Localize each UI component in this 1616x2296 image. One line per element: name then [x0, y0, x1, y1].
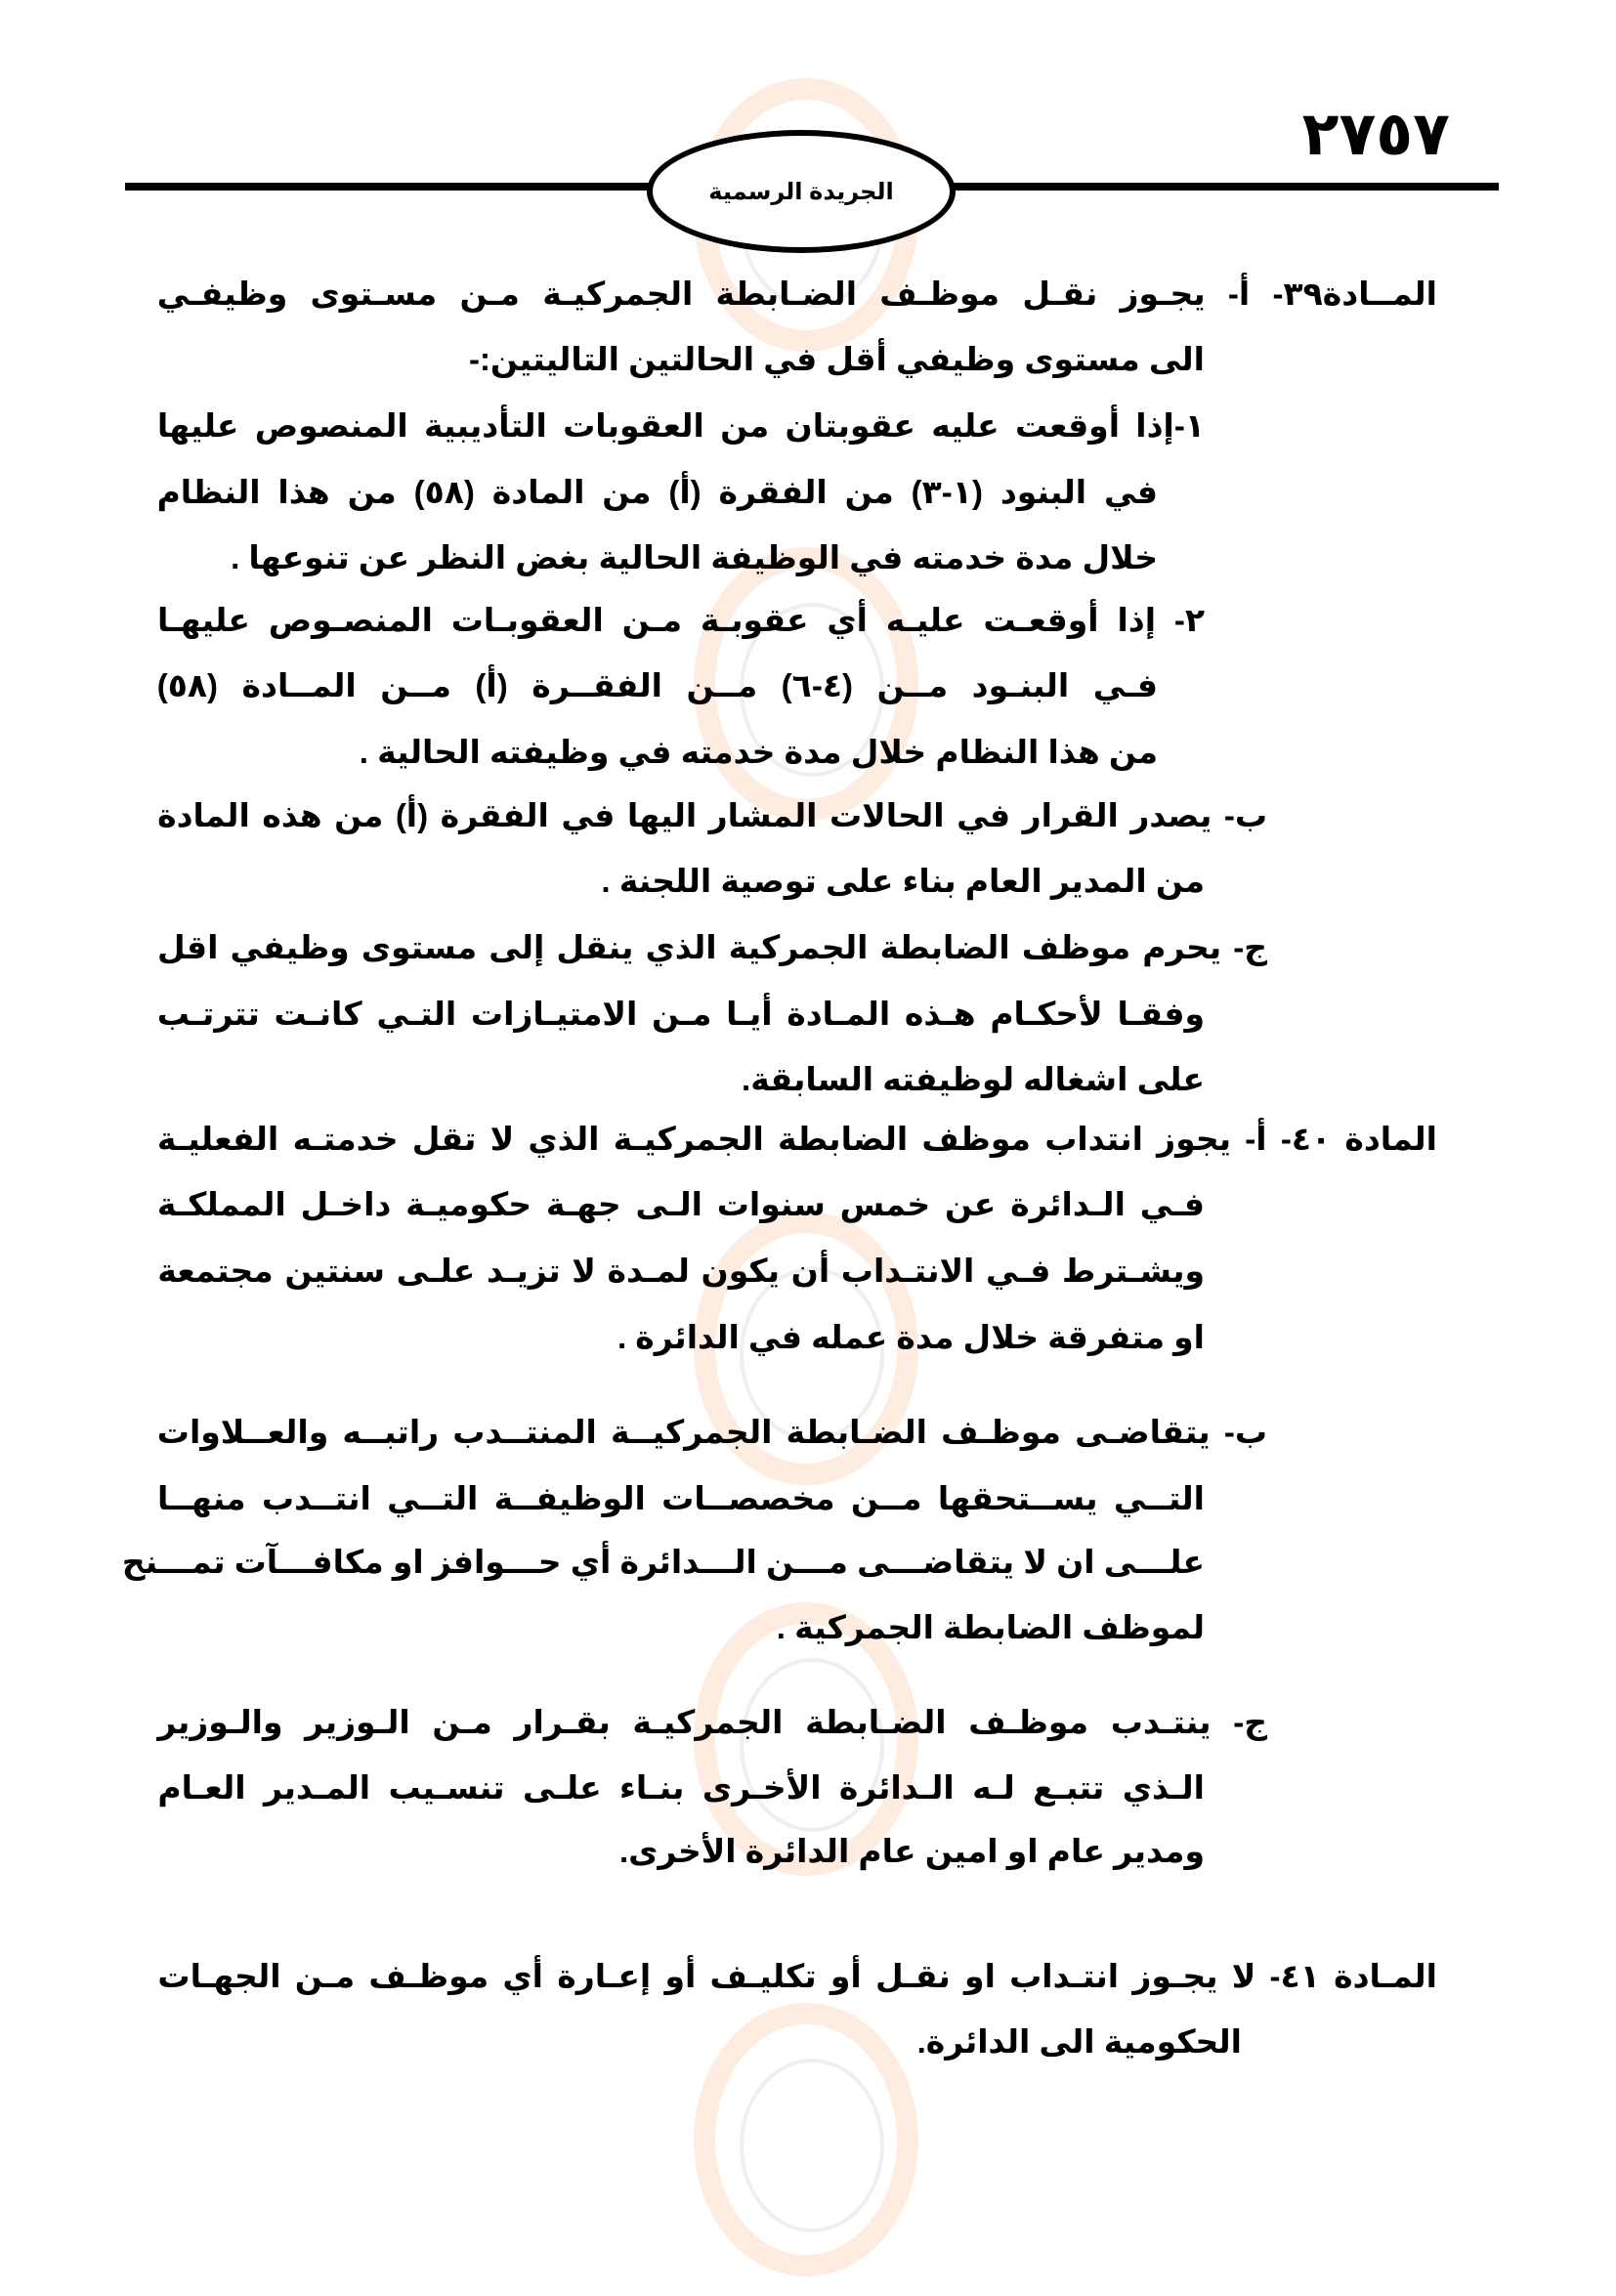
article-39-line: ١-إذا أوقعت عليه عقوبتان من العقوبات التأديبية المنصوص عليها: [156, 407, 1205, 444]
article-40-line: ب- يتقاضـى موظـف الضـابطة الجمركيــة المنتــدب راتبــه والعــلاوات: [156, 1414, 1267, 1450]
article-39-line: من هذا النظام خلال مدة خدمته في وظيفته الحالية .: [359, 734, 1158, 770]
article-40-line: الـذي تتبـع لـه الـدائرة الأخـرى بنـاء علـى تنسـيب المـدير العـام: [157, 1769, 1205, 1806]
clock-watermark-icon: [694, 2003, 918, 2276]
article-39-line: وفقـا لأحكـام هـذه المـادة أيـا مـن الامتيـازات التـي كانـت تترتـب: [156, 996, 1205, 1032]
article-39-line: ج- يحرم موظف الضابطة الجمركية الذي ينقل إلى مستوى وظيفي اقل: [157, 929, 1267, 965]
article-40-line: فـي الـدائرة عن خمس سنوات الـى جهـة حكوميـة داخـل المملكـة: [156, 1186, 1205, 1222]
article-39-line: فـي البنـود مــن (٤-٦) مــن الفقــرة (أ) مــن المــادة (٥٨): [156, 667, 1158, 703]
article-39-line: في البنود (١-٣) من الفقرة (أ) من المادة (٥٨) من هذا النظام: [156, 474, 1158, 510]
article-39-line: الى مستوى وظيفي أقل في الحالتين التاليتين:-: [468, 341, 1205, 377]
article-40-line: التــي يســتحقها مــن مخصصــات الوظيفــة التــي انتــدب منهــا: [156, 1480, 1205, 1516]
article-39-line: على اشغاله لوظيفته السابقة.: [742, 1061, 1205, 1097]
article-39-line: خلال مدة خدمته في الوظيفة الحالية بغض النظر عن تنوعها .: [231, 539, 1158, 575]
article-40-line: لموظف الضابطة الجمركية .: [776, 1609, 1205, 1645]
gazette-title: الجريدة الرسمية: [708, 178, 894, 205]
article-39-line: من المدير العام بناء على توصية اللجنة .: [601, 863, 1205, 899]
article-41-line: الحكومية الى الدائرة.: [916, 2023, 1242, 2060]
gazette-title-ellipse: [647, 130, 956, 253]
article-39-line: ٢- إذا أوقعـت عليـه أي عقوبـة مـن العقوبـات المنصـوص عليهـا: [156, 602, 1205, 638]
article-40-line: المادة ٤٠- أ- يجوز انتداب موظف الضابطة الجمركيـة الذي لا تقل خدمتـه الفعليـة: [156, 1121, 1437, 1157]
article-39-line: المــادة٣٩- أ- يجـوز نقـل موظـف الضـابطة الجمركيـة مـن مسـتوى وظيفـي: [156, 276, 1437, 312]
article-39-line: ب- يصدر القرار في الحالات المشار اليها في الفقرة (أ) من هذه المادة: [157, 797, 1267, 833]
article-40-line: علـــى ان لا يتقاضـــى مـــن الـــدائرة أي حـــوافز او مكافـــآت تمـــنح: [121, 1544, 1205, 1580]
article-40-line: ومدير عام او امين عام الدائرة الأخرى.: [619, 1833, 1205, 1869]
article-40-line: او متفرقة خلال مدة عمله في الدائرة .: [617, 1319, 1205, 1355]
article-41-line: المـادة ٤١- لا يجـوز انتـداب او نقـل أو تكليـف أو إعـارة أي موظـف مـن الجهـات: [157, 1958, 1437, 1994]
page-number: ٢٧٥٧: [1301, 101, 1450, 168]
watermark-logo: [694, 2003, 948, 2296]
article-40-line: ج- ينتـدب موظـف الضـابطة الجمركيـة بقـرار مـن الـوزير والـوزير: [157, 1704, 1267, 1740]
article-40-line: ويشـترط فـي الانتـداب أن يكون لمـدة لا تزيـد علـى سنتين مجتمعة: [157, 1253, 1205, 1289]
